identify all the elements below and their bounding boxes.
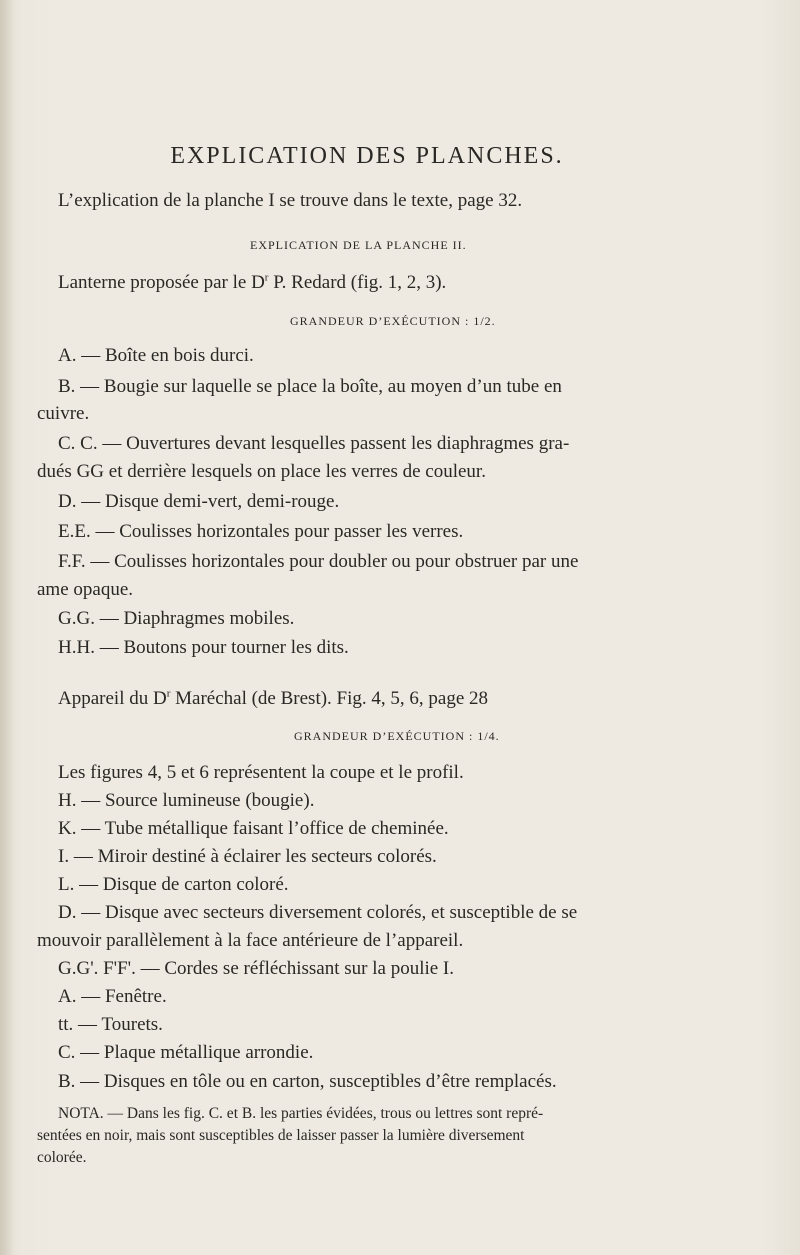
apparatus-subject-sup: r bbox=[166, 687, 171, 700]
plate2-item: B. — Bougie sur laquelle se place la boîte, au moyen d’un tube en bbox=[58, 376, 562, 397]
plate2-item: E.E. — Coulisses horizontales pour passer les verres. bbox=[58, 521, 464, 542]
plate2-item: C. C. — Ouvertures devant lesquelles passent les diaphragmes gra- bbox=[58, 433, 570, 454]
apparatus-subject bbox=[58, 688, 488, 710]
nota-line: NOTA. — Dans les fig. C. et B. les parties évidées, trous ou lettres sont repré- bbox=[58, 1105, 544, 1122]
plate2-item: G.G. — Diaphragmes mobiles. bbox=[58, 608, 295, 629]
apparatus-scale: GRANDEUR D’EXÉCUTION : 1/4. bbox=[294, 729, 500, 743]
apparatus-subject-end: Maréchal (de Brest). Fig. 4, 5, 6, page 28 bbox=[170, 688, 489, 709]
plate2-item: ame opaque. bbox=[37, 579, 134, 600]
page-edge-shadow bbox=[0, 0, 14, 1255]
apparatus-item: K. — Tube métallique faisant l’office de cheminée. bbox=[58, 818, 449, 839]
apparatus-item: L. — Disque de carton coloré. bbox=[58, 874, 289, 895]
plate2-item: F.F. — Coulisses horizontales pour doubler ou pour obstruer par une bbox=[58, 551, 579, 572]
plate2-item: dués GG et derrière lesquels on place les verres de couleur. bbox=[37, 461, 486, 482]
intro-text: L’explication de la planche I se trouve dans le texte, page 32. bbox=[58, 190, 523, 211]
plate2-item: D. — Disque demi-vert, demi-rouge. bbox=[58, 491, 340, 512]
apparatus-item: Les figures 4, 5 et 6 représentent la coupe et le profil. bbox=[58, 762, 464, 783]
apparatus-item: I. — Miroir destiné à éclairer les secteurs colorés. bbox=[58, 846, 437, 867]
apparatus-subject-text: Appareil du D bbox=[58, 688, 167, 709]
nota-line: sentées en noir, mais sont susceptibles de laisser passer la lumière diversement bbox=[37, 1127, 525, 1144]
plate2-scale: GRANDEUR D’EXÉCUTION : 1/2. bbox=[290, 314, 496, 328]
page-title: EXPLICATION DES PLANCHES. bbox=[170, 143, 564, 169]
plate2-subject bbox=[58, 272, 446, 294]
plate2-subject-text: Lanterne proposée par le D bbox=[58, 272, 265, 293]
plate2-item: cuivre. bbox=[37, 403, 90, 424]
apparatus-item: C. — Plaque métallique arrondie. bbox=[58, 1042, 314, 1063]
plate2-subject-end: P. Redard (fig. 1, 2, 3). bbox=[268, 272, 447, 293]
apparatus-item: H. — Source lumineuse (bougie). bbox=[58, 790, 315, 811]
plate2-item: A. — Boîte en bois durci. bbox=[58, 345, 254, 366]
apparatus-item: D. — Disque avec secteurs diversement colorés, et susceptible de se bbox=[58, 902, 578, 923]
apparatus-item: G.G'. F'F'. — Cordes se réfléchissant sur la poulie I. bbox=[58, 958, 455, 979]
nota-line: colorée. bbox=[37, 1149, 87, 1166]
apparatus-item: A. — Fenêtre. bbox=[58, 986, 167, 1007]
plate2-item: H.H. — Boutons pour tourner les dits. bbox=[58, 637, 349, 658]
apparatus-item: tt. — Tourets. bbox=[58, 1014, 163, 1035]
plate2-heading: EXPLICATION DE LA PLANCHE II. bbox=[250, 238, 467, 252]
apparatus-item: mouvoir parallèlement à la face antérieure de l’appareil. bbox=[37, 930, 464, 951]
plate2-subject-sup: r bbox=[264, 271, 269, 284]
apparatus-item: B. — Disques en tôle ou en carton, susceptibles d’être remplacés. bbox=[58, 1071, 557, 1092]
